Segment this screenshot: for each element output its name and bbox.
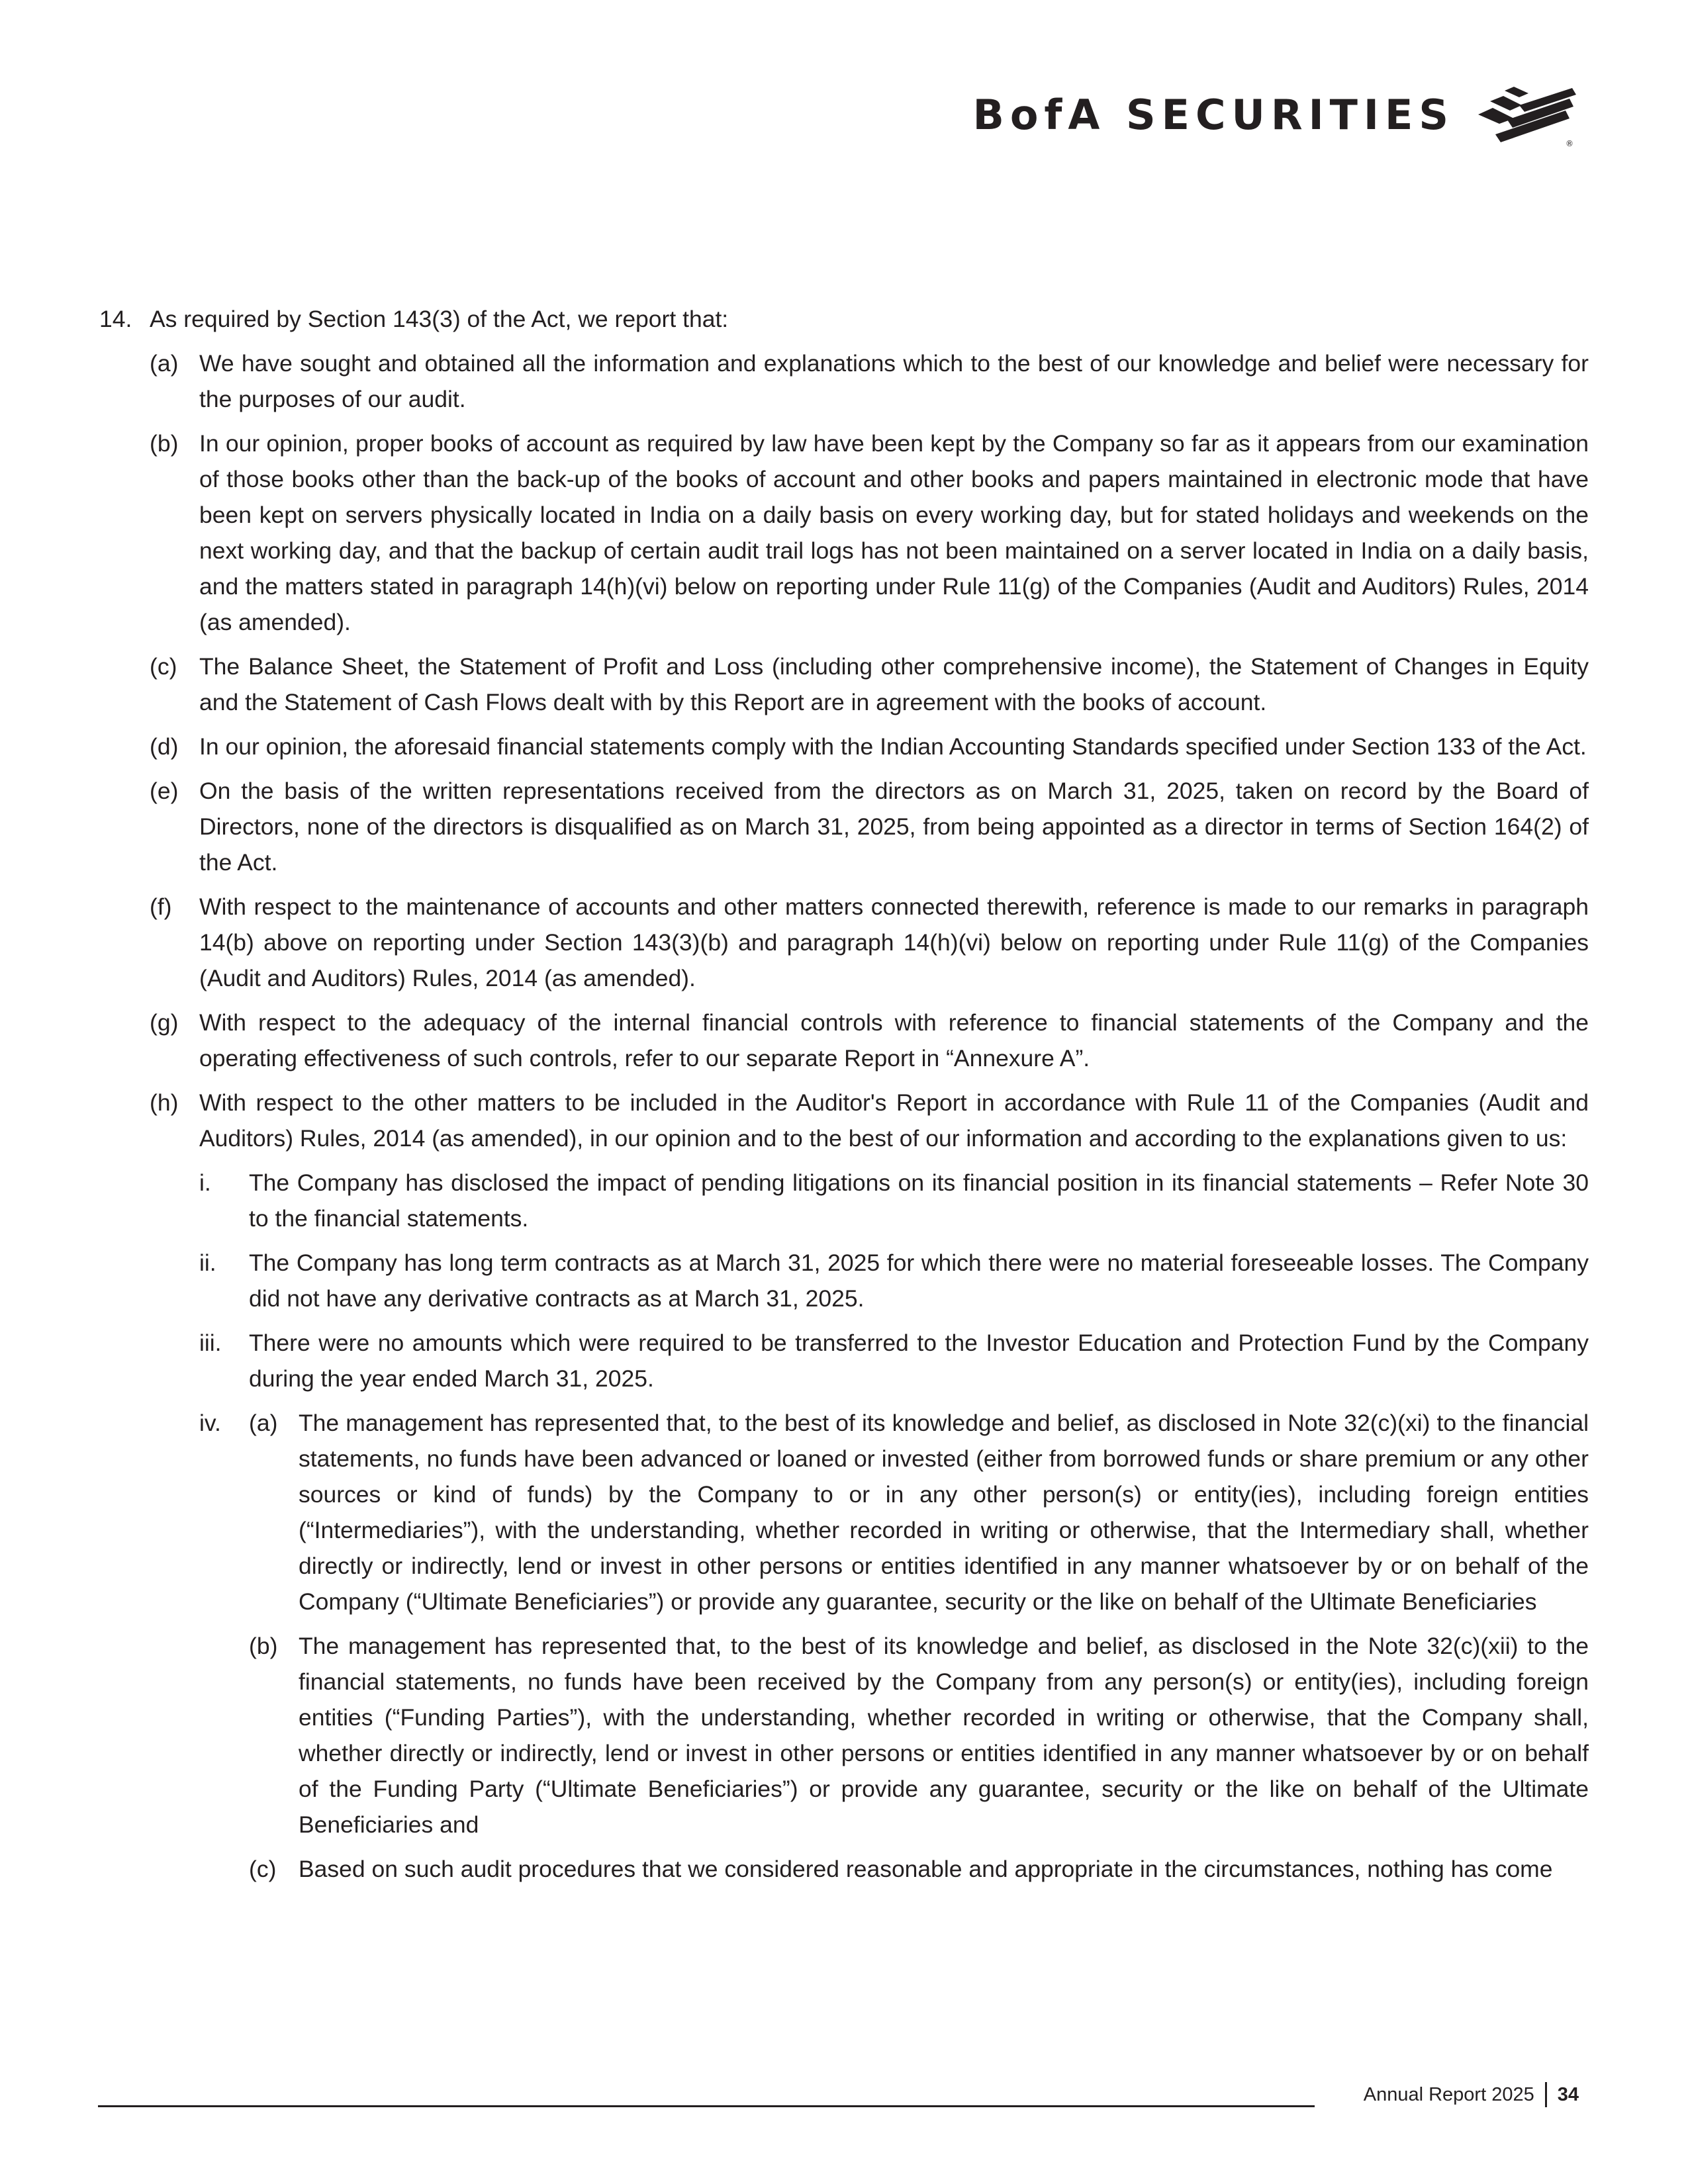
list-item-c [150,649,1589,720]
sub-item-iv [199,1405,1589,1895]
item-label: (g) [150,1009,179,1036]
brand-name: BofA SECURITIES [972,90,1454,139]
list-item-f [150,889,1589,996]
svg-text:®: ® [1566,139,1573,148]
iv-item-text: Based on such audit procedures that we considered reasonable and appropriate in the circumstances, nothing has come [299,1856,1553,1882]
iv-item-text: The management has represented that, to the best of its knowledge and belief, as disclosed in the Note 32(c)(xii) to the financial statements, no funds have been received by the Company from any person(s) or entity(ies), including foreign entities (“Funding Parties”), with the understanding, whether recorded in writing or otherwise, that the Company shall, whether directly or indirectly, lend or invest in other persons or entities identified in any manner whatsoever by or on behalf of the Funding Party (“Ultimate Beneficiaries”) or provide any guarantee, security or the like on behalf of the Ultimate Beneficiaries and [299,1633,1589,1838]
iv-item-c [249,1851,1589,1887]
page-number: 34 [1557,2083,1579,2105]
report-body [99,301,1589,1904]
item-text: In our opinion, proper books of account as required by law have been kept by the Company so far as it appears from our examination of those books other than the back-up of the books of account and other books and papers maintained in electronic mode that have been kept on servers physically located in India on a daily basis on every working day, but for stated holidays and weekends on the next working day, and that the backup of certain audit trail logs has not been maintained on a server located in India on a daily basis, and the matters stated in paragraph 14(h)(vi) below on reporting under Rule 11(g) of the Companies (Audit and Auditors) Rules, 2014 (as amended). [199,430,1589,635]
sub-item-text: The Company has long term contracts as at March 31, 2025 for which there were no material foreseeable losses. The Company did not have any derivative contracts as at March 31, 2025. [249,1250,1589,1312]
paragraph-intro: As required by Section 143(3) of the Act, we report that: [150,306,729,332]
footer-divider [1545,2082,1547,2107]
page-footer [1364,2082,1579,2107]
sub-item-label: iii. [199,1330,222,1356]
list-item-b [150,426,1589,640]
paragraph-14 [99,301,1589,337]
item-label: (c) [150,653,177,680]
iv-item-b [249,1628,1589,1843]
item-text: In our opinion, the aforesaid financial statements comply with the Indian Accounting Standards specified under Section 133 of the Act. [199,733,1587,760]
list-item-e [150,773,1589,880]
report-title: Annual Report 2025 [1363,2083,1534,2105]
sub-item-text: The Company has disclosed the impact of pending litigations on its financial position in its financial statements – Refer Note 30 to the financial statements. [249,1169,1589,1232]
iv-item-label: (b) [249,1633,278,1659]
item-text: On the basis of the written representations received from the directors as on March 31, 2025, taken on record by the Board of Directors, none of the directors is disqualified as on March 31, 2025, from being appointed as a director in terms of Section 164(2) of the Act. [199,778,1589,876]
iv-item-text: The management has represented that, to the best of its knowledge and belief, as disclosed in Note 32(c)(xi) to the financial statements, no funds have been advanced or loaned or invested (either from borrowed funds or share premium or any other sources or kind of funds) by the Company to or in any other person(s) or entity(ies), including foreign entities (“Intermediaries”), with the understanding, whether recorded in writing or otherwise, that the Intermediary shall, whether directly or indirectly, lend or invest in other persons or entities identified in any manner whatsoever by or on behalf of the Company (“Ultimate Beneficiaries”) or provide any guarantee, security or the like on behalf of the Ultimate Beneficiaries [299,1410,1589,1615]
item-label: (d) [150,733,179,760]
list-item-d [150,729,1589,764]
sub-item-label: ii. [199,1250,216,1276]
page-header [973,78,1579,151]
paragraph-number: 14. [99,306,132,332]
item-text: With respect to the other matters to be included in the Auditor's Report in accordance with Rule 11 of the Companies (Audit and Auditors) Rules, 2014 (as amended), in our opinion and to the best of our information and according to the explanations given to us: [199,1089,1589,1152]
sub-item-iv-list [249,1405,1589,1895]
item-label: (b) [150,430,179,457]
sub-item-iii [199,1325,1589,1396]
iv-item-label: (a) [249,1410,278,1436]
sub-item-text: There were no amounts which were required to be transferred to the Investor Education and Protection Fund by the Company during the year ended March 31, 2025. [249,1330,1589,1392]
item-label: (f) [150,893,172,920]
list-item-h [150,1085,1589,1156]
item-text: We have sought and obtained all the information and explanations which to the best of our knowledge and belief were necessary for the purposes of our audit. [199,350,1589,412]
footer-rule [98,2105,1315,2107]
list-item-a [150,345,1589,417]
sub-item-label: iv. [199,1410,221,1436]
iv-item-a [249,1405,1589,1619]
sub-item-ii [199,1245,1589,1316]
sub-item-i [199,1165,1589,1236]
item-label: (e) [150,778,179,804]
list-item-g [150,1005,1589,1076]
item-text: The Balance Sheet, the Statement of Profit and Loss (including other comprehensive income), the Statement of Changes in Equity and the Statement of Cash Flows dealt with by this Report are in agreement with the books of account. [199,653,1589,715]
bofa-flag-icon [1473,81,1579,148]
item-text: With respect to the adequacy of the internal financial controls with reference to financial statements of the Company and the operating effectiveness of such controls, refer to our separate Report in “Annexure A”. [199,1009,1589,1071]
item-label: (h) [150,1089,179,1116]
item-label: (a) [150,350,179,377]
sub-item-label: i. [199,1169,211,1196]
item-text: With respect to the maintenance of accounts and other matters connected therewith, reference is made to our remarks in paragraph 14(b) above on reporting under Section 143(3)(b) and paragraph 14(h)(vi) below on reporting under Rule 11(g) of the Companies (Audit and Auditors) Rules, 2014 (as amended). [199,893,1589,991]
iv-item-label: (c) [249,1856,277,1882]
